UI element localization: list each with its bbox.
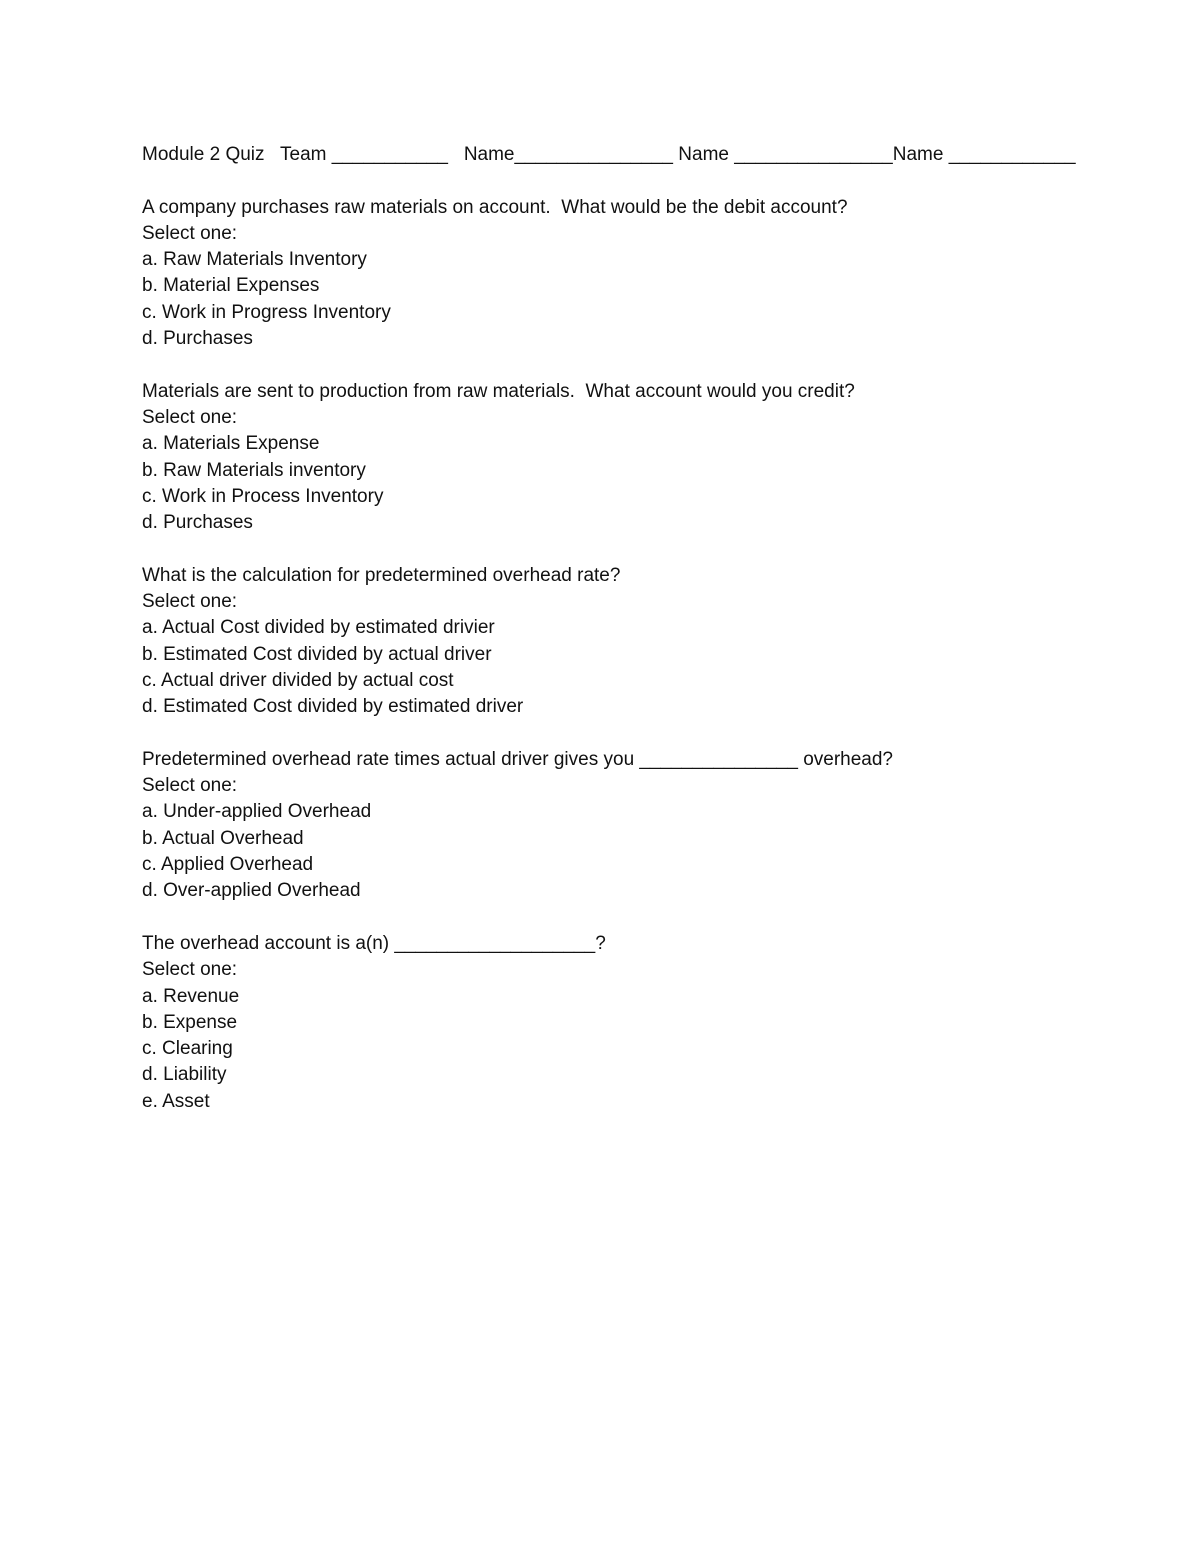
question-prompt: The overhead account is a(n) ___________________?: [142, 932, 606, 954]
answer-option: b. Material Expenses: [142, 275, 320, 297]
question-prompt: Predetermined overhead rate times actual driver gives you _______________ overhead?: [142, 748, 893, 770]
answer-option: b. Estimated Cost divided by actual driver: [142, 643, 492, 665]
question-5: [142, 931, 1102, 1115]
answer-option: a. Under-applied Overhead: [142, 801, 372, 823]
select-one-label: Select one:: [142, 959, 238, 981]
question-prompt: A company purchases raw materials on account. What would be the debit account?: [142, 196, 848, 218]
select-one-label: Select one:: [142, 406, 238, 428]
answer-option: d. Purchases: [142, 328, 253, 350]
answer-option: d. Over-applied Overhead: [142, 880, 361, 902]
answer-option: c. Clearing: [142, 1038, 233, 1060]
select-one-label: Select one:: [142, 222, 238, 244]
answer-option: d. Purchases: [142, 512, 253, 534]
answer-option: a. Revenue: [142, 985, 240, 1007]
question-2: [142, 379, 1102, 537]
answer-option: b. Expense: [142, 1011, 238, 1033]
answer-option: b. Raw Materials inventory: [142, 459, 366, 481]
question-prompt: What is the calculation for predetermined overhead rate?: [142, 564, 621, 586]
question-1: [142, 195, 1102, 353]
select-one-label: Select one:: [142, 591, 238, 613]
question-4: [142, 747, 1102, 905]
answer-option: a. Actual Cost divided by estimated drivier: [142, 617, 495, 639]
answer-option: a. Raw Materials Inventory: [142, 249, 367, 271]
answer-option: b. Actual Overhead: [142, 827, 304, 849]
question-prompt: Materials are sent to production from raw materials. What account would you credit?: [142, 380, 855, 402]
answer-option: c. Work in Progress Inventory: [142, 301, 391, 323]
quiz-content: [142, 142, 1102, 1141]
answer-option: c. Work in Process Inventory: [142, 485, 384, 507]
answer-option: c. Applied Overhead: [142, 854, 314, 876]
answer-option: c. Actual driver divided by actual cost: [142, 669, 454, 691]
select-one-label: Select one:: [142, 775, 238, 797]
answer-option: a. Materials Expense: [142, 433, 320, 455]
answer-option: e. Asset: [142, 1090, 210, 1112]
answer-option: d. Liability: [142, 1064, 227, 1086]
question-3: [142, 563, 1102, 721]
answer-option: d. Estimated Cost divided by estimated driver: [142, 696, 524, 718]
quiz-header: Module 2 Quiz Team ___________ Name_______________ Name _______________Name ____________: [142, 144, 1076, 165]
